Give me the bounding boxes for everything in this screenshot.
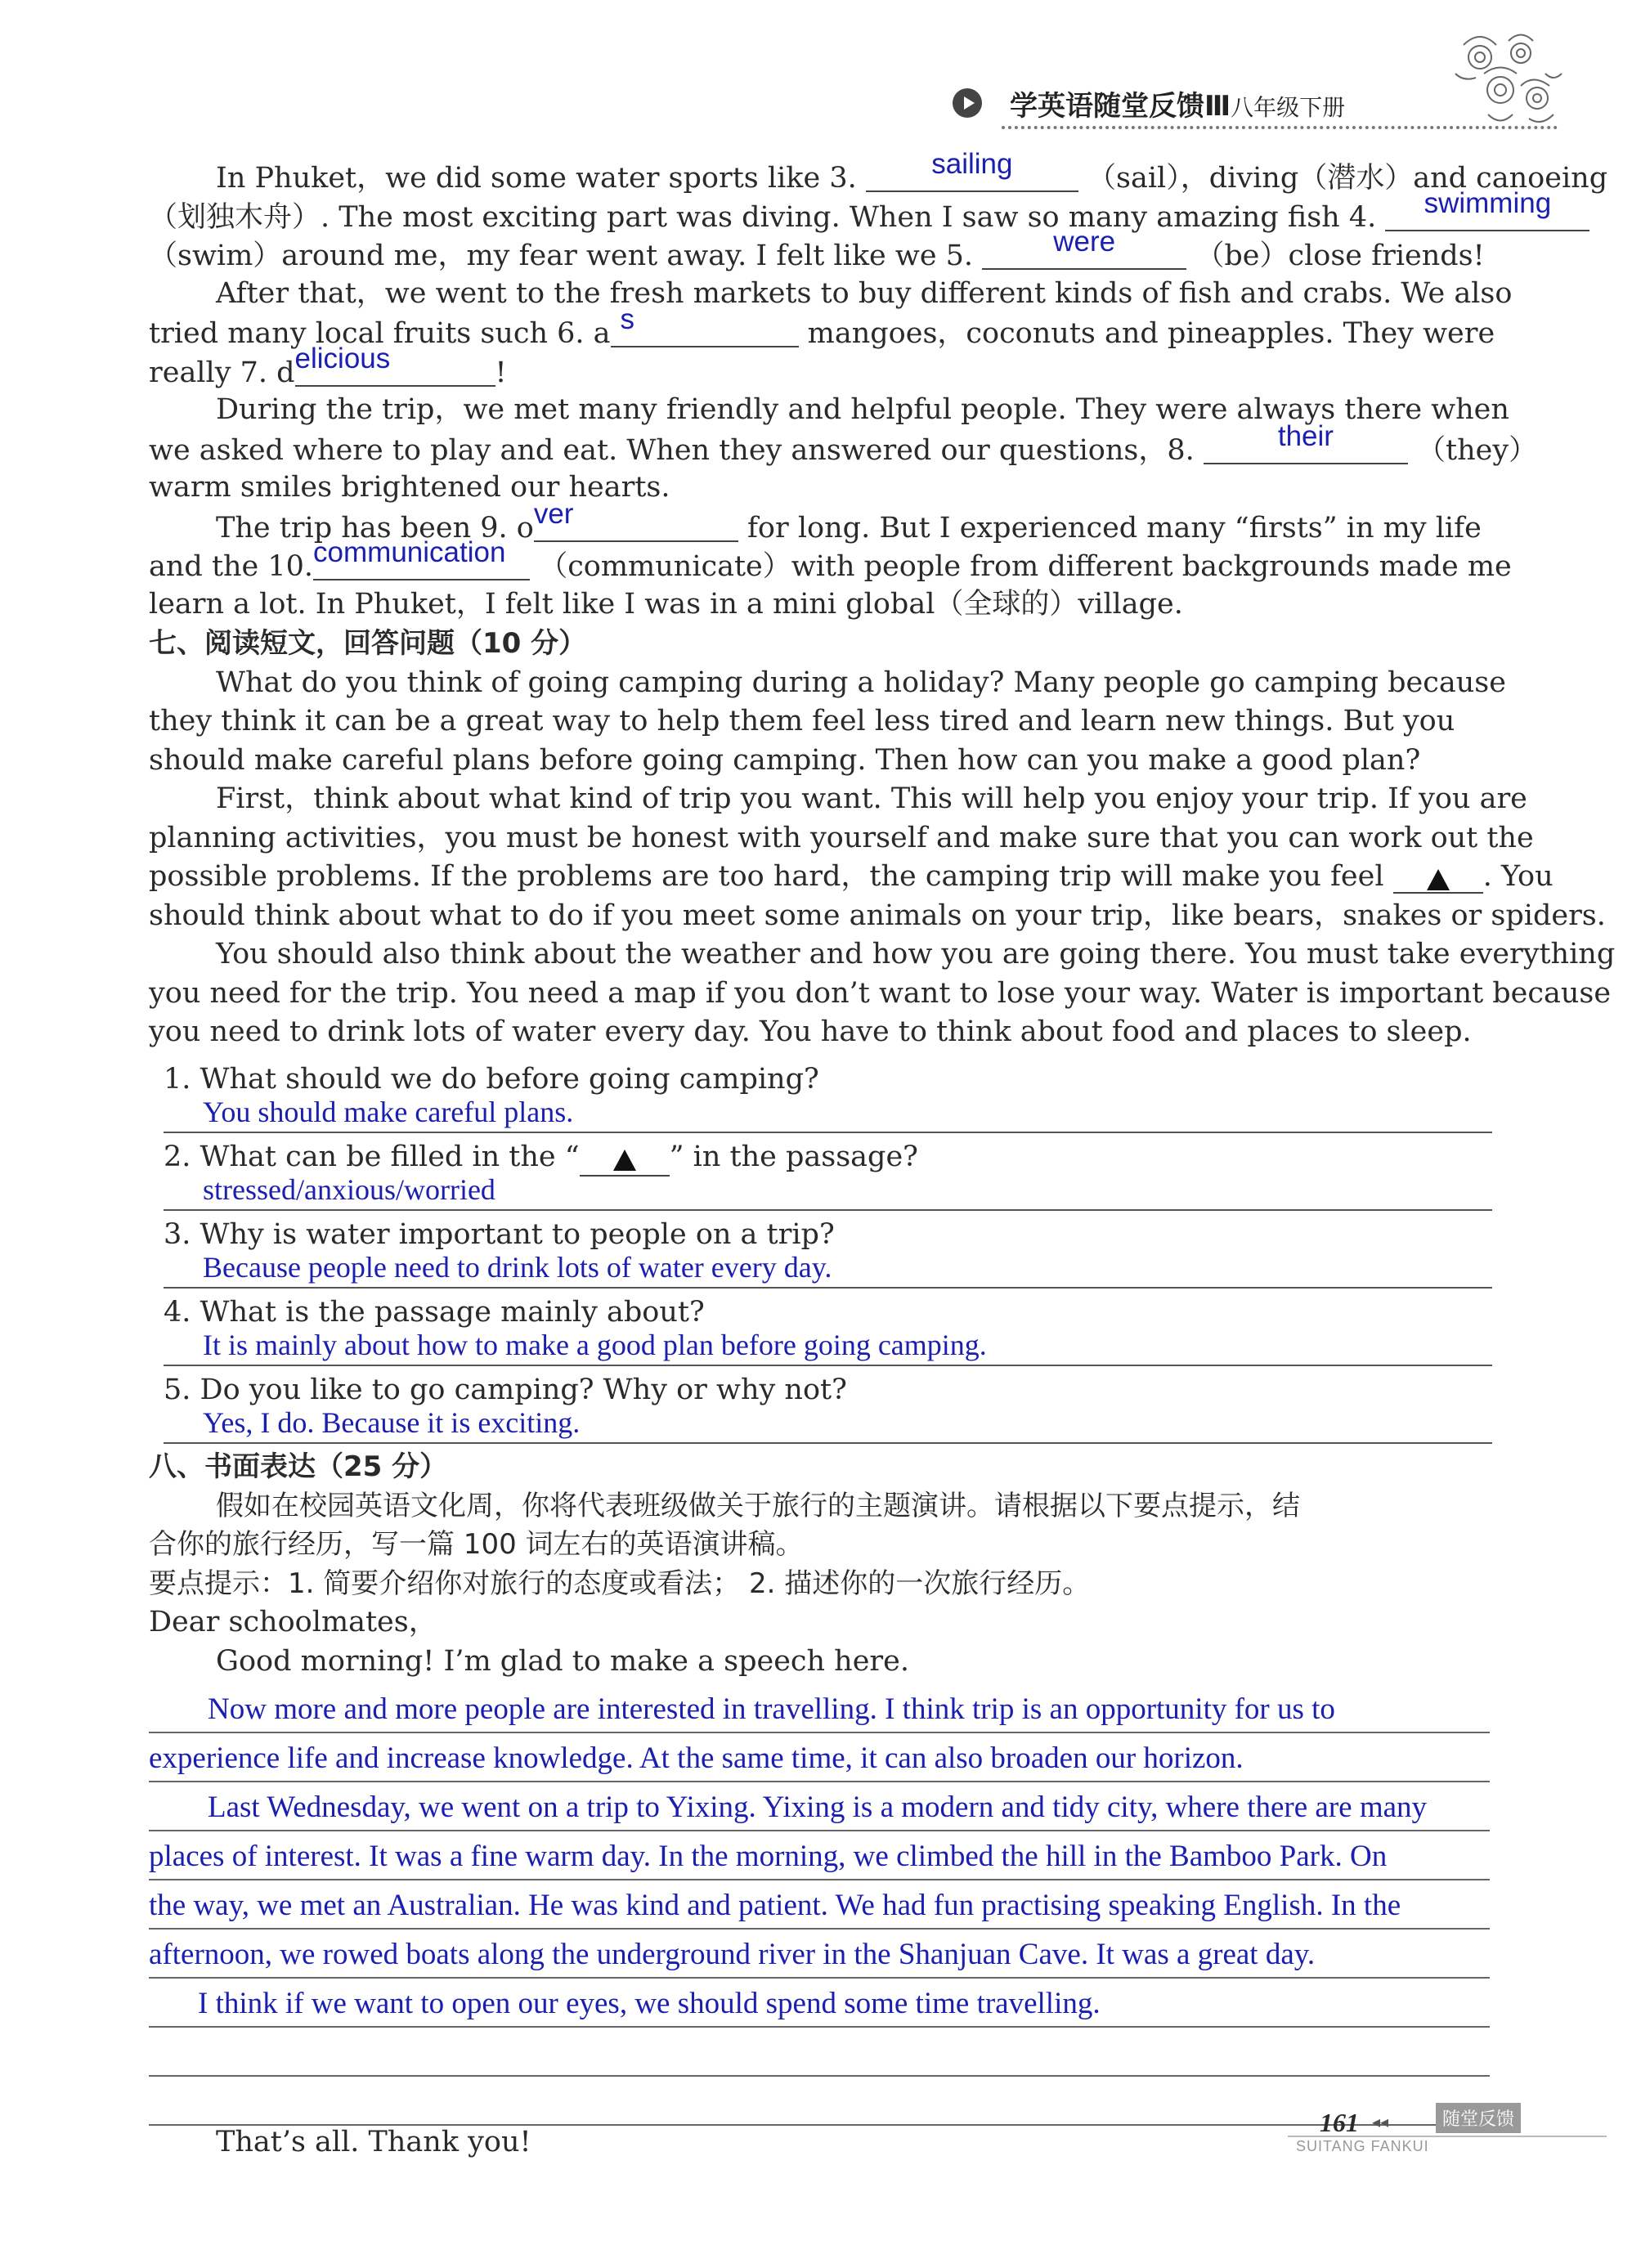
answer-field[interactable]: stressed/anxious/worried bbox=[203, 1173, 495, 1206]
writing-prompt: 假如在校园英语文化周，你将代表班级做关于旅行的主题演讲。请根据以下要点提示，结 bbox=[216, 1489, 1300, 1522]
essay-text: I think if we want to open our eyes, we should spend some time travelling. bbox=[198, 1987, 1101, 2020]
speech-opening: Good morning! I’m glad to make a speech here. bbox=[216, 1644, 909, 1678]
section-title: 七、阅读短文，回答问题（10 分） bbox=[149, 627, 587, 660]
text-span: we asked where to play and eat. When they answered our questions，8. bbox=[149, 433, 1195, 467]
triangle-blank bbox=[1393, 861, 1483, 894]
answer-8: their bbox=[1277, 419, 1334, 452]
question-4 bbox=[164, 1296, 1492, 1366]
blank-7[interactable] bbox=[294, 342, 495, 387]
section-title: 八、书面表达（25 分） bbox=[149, 1450, 448, 1483]
header-title bbox=[1010, 83, 1345, 123]
reading-line: First，think about what kind of trip you want. This will help you enjoy your trip. If you are bbox=[216, 782, 1527, 815]
essay-line bbox=[149, 1930, 1490, 1979]
reading-line bbox=[149, 858, 1554, 897]
answer-4: swimming bbox=[1424, 186, 1552, 219]
section-7 bbox=[149, 625, 1616, 1052]
answer-6: s bbox=[620, 303, 635, 335]
essay-line bbox=[149, 1733, 1490, 1782]
book-title: 学英语随堂反馈Ⅲ bbox=[1010, 90, 1231, 123]
blank-4[interactable] bbox=[1385, 186, 1589, 231]
reading-line: they think it can be a great way to help them feel less tired and learn new things. But you bbox=[149, 705, 1455, 737]
triangle-icon bbox=[1427, 869, 1450, 890]
essay-line bbox=[149, 2077, 1490, 2126]
play-icon bbox=[953, 88, 982, 118]
text-span: （sail），diving（潜水）and canoeing bbox=[1087, 162, 1608, 195]
answer-7: elicious bbox=[294, 342, 391, 374]
essay-text: Now more and more people are interested in travelling. I think trip is an opportunity for us to bbox=[208, 1692, 1335, 1726]
reading-line: planning activities，you must be honest with yourself and make sure that you can work out the bbox=[149, 821, 1534, 854]
essay-text: places of interest. It was a fine warm day. In the morning, we climbed the hill in the Bamboo Park. On bbox=[149, 1840, 1388, 1873]
text-span: 2. What can be filled in the “ bbox=[164, 1141, 580, 1173]
text-span: for long. But I experienced many “firsts” in my life bbox=[747, 511, 1482, 545]
essay-line bbox=[149, 1684, 1490, 1733]
flower-decoration-icon bbox=[1439, 25, 1570, 147]
essay-area[interactable] bbox=[149, 1684, 1490, 2126]
answer-field[interactable]: Yes, I do. Because it is exciting. bbox=[203, 1406, 581, 1439]
text-span: （be）close friends! bbox=[1195, 240, 1485, 272]
writing-hints: 要点提示：1. 简要介绍你对旅行的态度或看法； 2. 描述你的一次旅行经历。 bbox=[149, 1567, 1091, 1600]
text-span: The trip has been 9. o bbox=[216, 511, 534, 545]
reading-line: should make careful plans before going camping. Then how can you make a good plan? bbox=[149, 743, 1421, 777]
answer-line bbox=[164, 1365, 1492, 1366]
essay-text: experience life and increase knowledge. At the same time, it can also broaden our horizon. bbox=[149, 1741, 1244, 1775]
answer-line bbox=[164, 1209, 1492, 1211]
speech-greeting: Dear schoolmates， bbox=[149, 1606, 437, 1638]
reading-line: you need for the trip. You need a map if you don’t want to lose your way. Water is important because bbox=[149, 976, 1612, 1010]
text-span: In Phuket，we did some water sports like 3. bbox=[216, 162, 857, 195]
answer-line bbox=[164, 1442, 1492, 1444]
footer-subtitle: SUITANG FANKUI bbox=[1296, 2138, 1429, 2154]
answer-field[interactable]: It is mainly about how to make a good plan before going camping. bbox=[203, 1329, 987, 1361]
text-span: ! bbox=[495, 356, 507, 389]
double-arrow-left-icon: ◂◂ bbox=[1372, 2112, 1389, 2131]
question-text: 3. Why is water important to people on a trip? bbox=[164, 1218, 835, 1251]
essay-line bbox=[149, 1831, 1490, 1880]
reading-line: You should also think about the weather and how you are going there. You must take everything bbox=[216, 938, 1616, 970]
text-span: （they） bbox=[1417, 433, 1538, 467]
reading-line: should think about what to do if you meet some animals on your trip，like bears，snakes or spiders. bbox=[149, 899, 1606, 932]
blank-9[interactable] bbox=[533, 497, 738, 542]
text-span: ” in the passage? bbox=[669, 1141, 918, 1173]
answer-field[interactable]: Because people need to drink lots of water every day. bbox=[203, 1251, 832, 1284]
answer-5: were bbox=[1053, 226, 1116, 258]
question-text: 4. What is the passage mainly about? bbox=[164, 1296, 705, 1329]
question-text: 1. What should we do before going camping? bbox=[164, 1063, 819, 1096]
answer-10: communication bbox=[313, 536, 506, 568]
passage-line bbox=[149, 342, 1490, 392]
blank-10[interactable] bbox=[313, 536, 530, 580]
passage-line bbox=[149, 419, 1538, 469]
question-1 bbox=[164, 1063, 1492, 1133]
passage-line bbox=[149, 186, 1552, 236]
text-span: possible problems. If the problems are too hard，the camping trip will make you feel bbox=[149, 860, 1384, 893]
reading-line: What do you think of going camping during a holiday? Many people go camping because bbox=[216, 666, 1506, 699]
question-text: 5. Do you like to go camping? Why or why not? bbox=[164, 1374, 847, 1406]
text-span: （划独木舟）. The most exciting part was diving. When I saw so many amazing fish 4. bbox=[149, 200, 1377, 234]
answer-line bbox=[164, 1287, 1492, 1289]
answer-field[interactable]: You should make careful plans. bbox=[203, 1096, 574, 1128]
text-span: mangoes，coconuts and pineapples. They were bbox=[807, 317, 1495, 350]
text-span: . You bbox=[1482, 860, 1554, 893]
reading-line: you need to drink lots of water every day. You have to think about food and places to sleep. bbox=[149, 1015, 1472, 1048]
triangle-blank bbox=[580, 1144, 670, 1177]
answer-9: ver bbox=[533, 497, 574, 530]
passage-line: warm smiles brightened our hearts. bbox=[149, 471, 670, 504]
essay-line bbox=[149, 1880, 1490, 1930]
page-number: 161 bbox=[1320, 2108, 1359, 2137]
footer-divider bbox=[1288, 2136, 1607, 2137]
passage-line bbox=[149, 226, 1490, 275]
text-span: tried many local fruits such 6. a bbox=[149, 317, 611, 350]
question-5 bbox=[164, 1374, 1492, 1444]
cloze-passage bbox=[149, 148, 1608, 624]
passage-line bbox=[149, 536, 1512, 585]
question-2 bbox=[164, 1141, 1492, 1211]
question-text bbox=[164, 1141, 1492, 1173]
blank-6[interactable] bbox=[611, 303, 799, 347]
book-grade: 八年级下册 bbox=[1231, 94, 1346, 121]
text-span: really 7. d bbox=[149, 356, 295, 389]
answer-line bbox=[164, 1132, 1492, 1133]
essay-line bbox=[149, 1782, 1490, 1831]
essay-line bbox=[149, 1979, 1490, 2028]
blank-5[interactable] bbox=[982, 226, 1186, 270]
page-header bbox=[953, 78, 1517, 128]
passage-line bbox=[149, 148, 1608, 197]
essay-text: afternoon, we rowed boats along the underground river in the Shanjuan Cave. It was a great day. bbox=[149, 1938, 1316, 1971]
essay-line bbox=[149, 2028, 1490, 2077]
triangle-icon bbox=[613, 1150, 636, 1171]
answer-3: sailing bbox=[931, 148, 1013, 180]
passage-line: After that，we went to the fresh markets to buy different kinds of fish and crabs. We also bbox=[216, 276, 1513, 310]
question-3 bbox=[164, 1218, 1492, 1289]
text-span: and the 10. bbox=[149, 550, 314, 583]
section-8 bbox=[149, 1448, 1490, 1681]
writing-prompt: 合你的旅行经历，写一篇 100 词左右的英语演讲稿。 bbox=[149, 1528, 804, 1561]
footer-badge: 随堂反馈 bbox=[1436, 2103, 1521, 2133]
passage-line: learn a lot. In Phuket，I felt like I was in a mini global（全球的）village. bbox=[149, 587, 1183, 621]
text-span: （swim）around me，my fear went away. I felt like we 5. bbox=[149, 240, 974, 272]
blank-3[interactable] bbox=[866, 148, 1078, 192]
text-span: （communicate）with people from different backgrounds made me bbox=[539, 550, 1512, 583]
essay-text: the way, we met an Australian. He was kind and patient. We had fun practising speaking English. In the bbox=[149, 1889, 1401, 1922]
blank-8[interactable] bbox=[1204, 419, 1408, 464]
passage-line: During the trip，we met many friendly and helpful people. They were always there when bbox=[216, 393, 1509, 426]
speech-closing bbox=[216, 2123, 870, 2163]
closing-text: That’s all. Thank you! bbox=[216, 2126, 531, 2158]
essay-text: Last Wednesday, we went on a trip to Yixing. Yixing is a modern and tidy city, where there are many bbox=[208, 1791, 1428, 1824]
